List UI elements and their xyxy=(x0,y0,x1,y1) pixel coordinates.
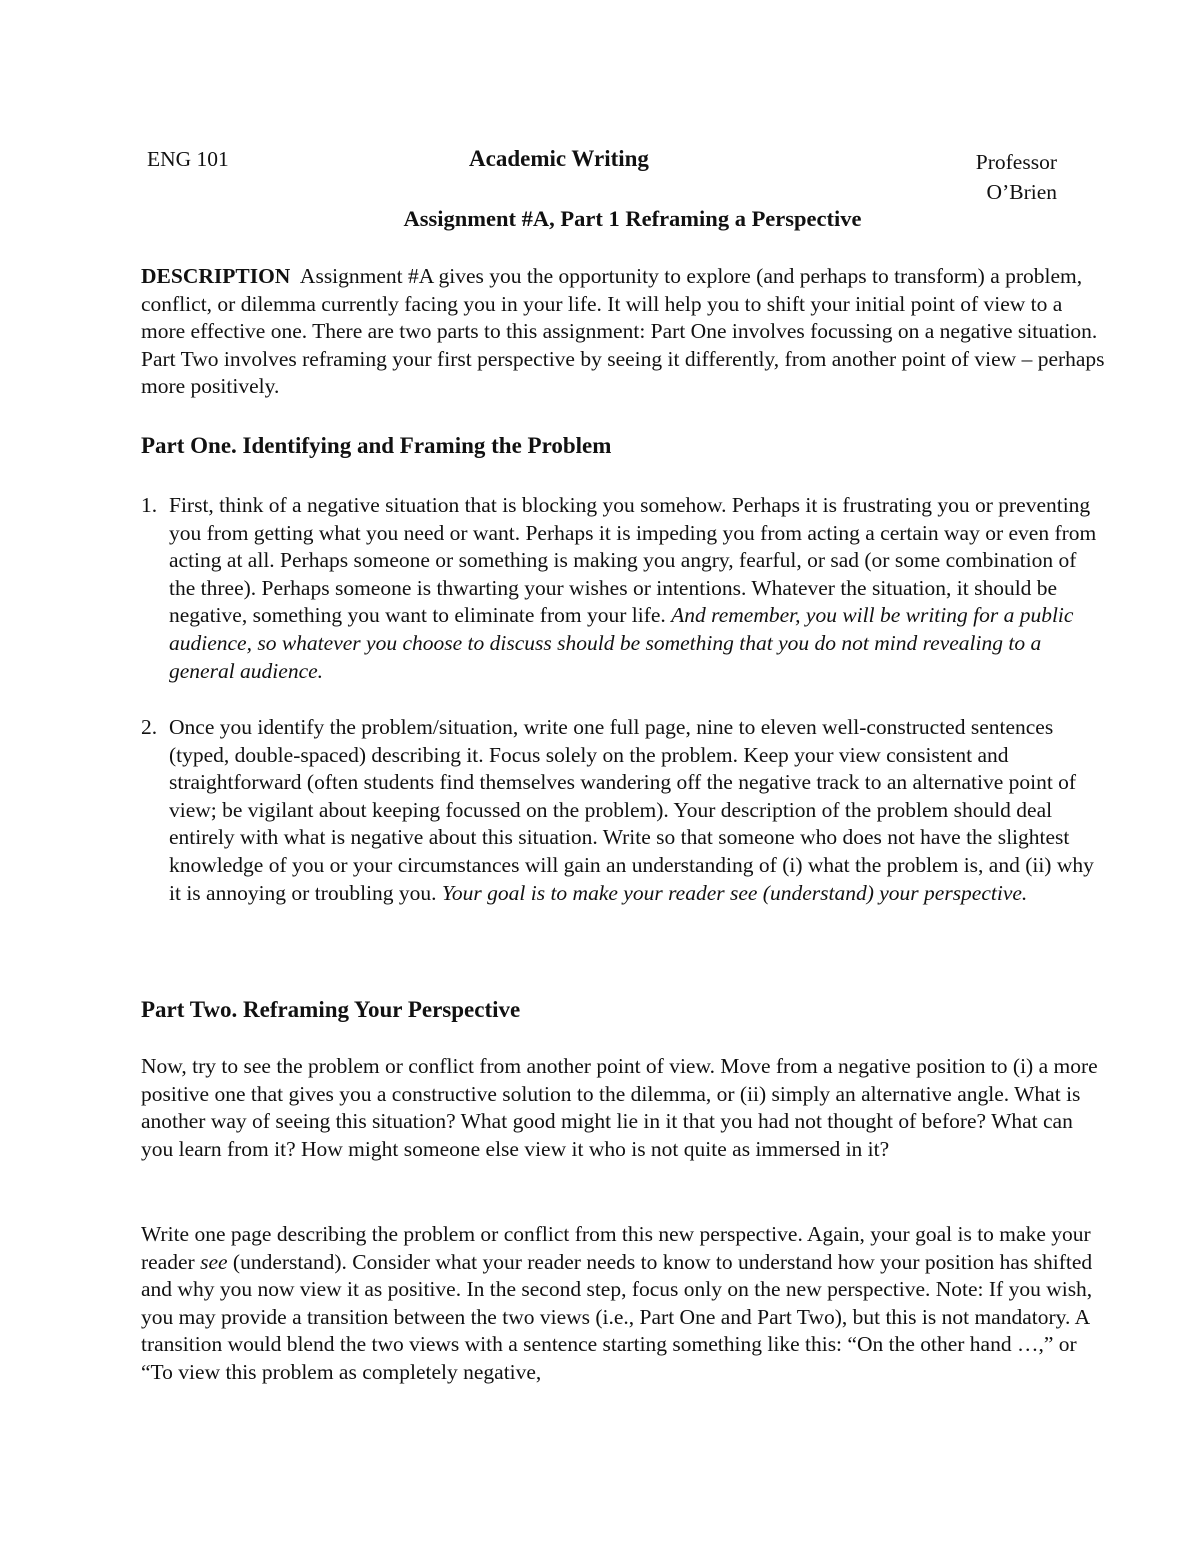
description-text: Assignment #A gives you the opportunity to explore (and perhaps to transform) a problem, conflict, or dilemma currently facing you in your life. It will help you to shift your initial point of view to a more effective one. There are two parts to this assignment: Part One involves focussing on a negative situation. Part Two involves reframing your first perspective by seeing it differently, from another point of view – perhaps more positively. xyxy=(141,264,1105,399)
professor-name xyxy=(937,147,1057,207)
list-item-text: First, think of a negative situation that is blocking you somehow. Perhaps it is frustrating you or preventing you from getting what you need or want. Perhaps it is impeding you from acting a certain way or even from acting at all. Perhaps someone or something is making you angry, fearful, or sad (or some combination of the three). Perhaps someone is thwarting your wishes or intentions. Whatever the situation, it should be negative, something you want to eliminate from your life. xyxy=(169,493,1097,628)
list-item-body xyxy=(169,714,1106,907)
list-item-emphasis: Your goal is to make your reader see (understand) your perspective. xyxy=(441,880,1028,905)
professor-line-1: Professor xyxy=(975,150,1057,174)
part-one-heading: Part One. Identifying and Framing the Problem xyxy=(141,433,612,458)
list-item-body xyxy=(169,492,1106,685)
part-two-paragraph-2 xyxy=(141,1221,1106,1387)
list-item-number: 2. xyxy=(141,715,158,739)
part-two-paragraph-1: Now, try to see the problem or conflict from another point of view. Move from a negative position to (i) a more positive one that gives you a constructive solution to the dilemma, or (ii) simply an alternative angle. What is another way of seeing this situation? What good might lie in it that you had not thought of before? What can you learn from it? How might someone else view it who is not quite as immersed in it? xyxy=(141,1054,1098,1161)
paragraph-2-emphasis: see xyxy=(200,1249,228,1274)
list-item-text: Once you identify the problem/situation, write one full page, nine to eleven well-constructed sentences (typed, double-spaced) describing it. Focus solely on the problem. Keep your view consistent and straightforward (often students find themselves wandering off the negative track to an alternative point of view; be vigilant about keeping focussed on the problem). Your description of the problem should deal entirely with what is negative about this situation. Write so that someone who does not have the slightest knowledge of you or your circumstances will gain an understanding of (i) what the problem is, and (ii) why it is annoying or troubling you. xyxy=(169,715,1094,905)
part-two-heading: Part Two. Reframing Your Perspective xyxy=(141,997,521,1022)
description-paragraph xyxy=(141,263,1106,401)
list-item xyxy=(141,714,1106,907)
paragraph-2-start: Write one page describing the problem or conflict from this new perspective. Again, your goal is to make your reader xyxy=(141,1222,1091,1274)
course-title: Academic Writing xyxy=(469,146,649,171)
course-code: ENG 101 xyxy=(147,147,229,171)
list-item xyxy=(141,492,1106,685)
description-label: DESCRIPTION xyxy=(141,264,291,288)
paragraph-2-rest: (understand). Consider what your reader needs to know to understand how your position has shifted and why you now view it as positive. In the second step, focus only on the new perspective. Note: If you wish, you may provide a transition between the two views (i.e., Part One and Part Two), but this is not mandatory. A transition would blend the two views with a sentence starting something like this: “On the other hand …,” or “To view this problem as completely negative, xyxy=(141,1249,1093,1384)
assignment-title: Assignment #A, Part 1 Reframing a Perspective xyxy=(403,206,862,231)
list-item-number: 1. xyxy=(141,493,158,517)
list-item-emphasis: And remember, you will be writing for a public audience, so whatever you choose to discuss should be something that you do not mind revealing to a general audience. xyxy=(169,603,1074,683)
document-header xyxy=(147,147,1057,207)
professor-line-2: O’Brien xyxy=(986,180,1057,204)
